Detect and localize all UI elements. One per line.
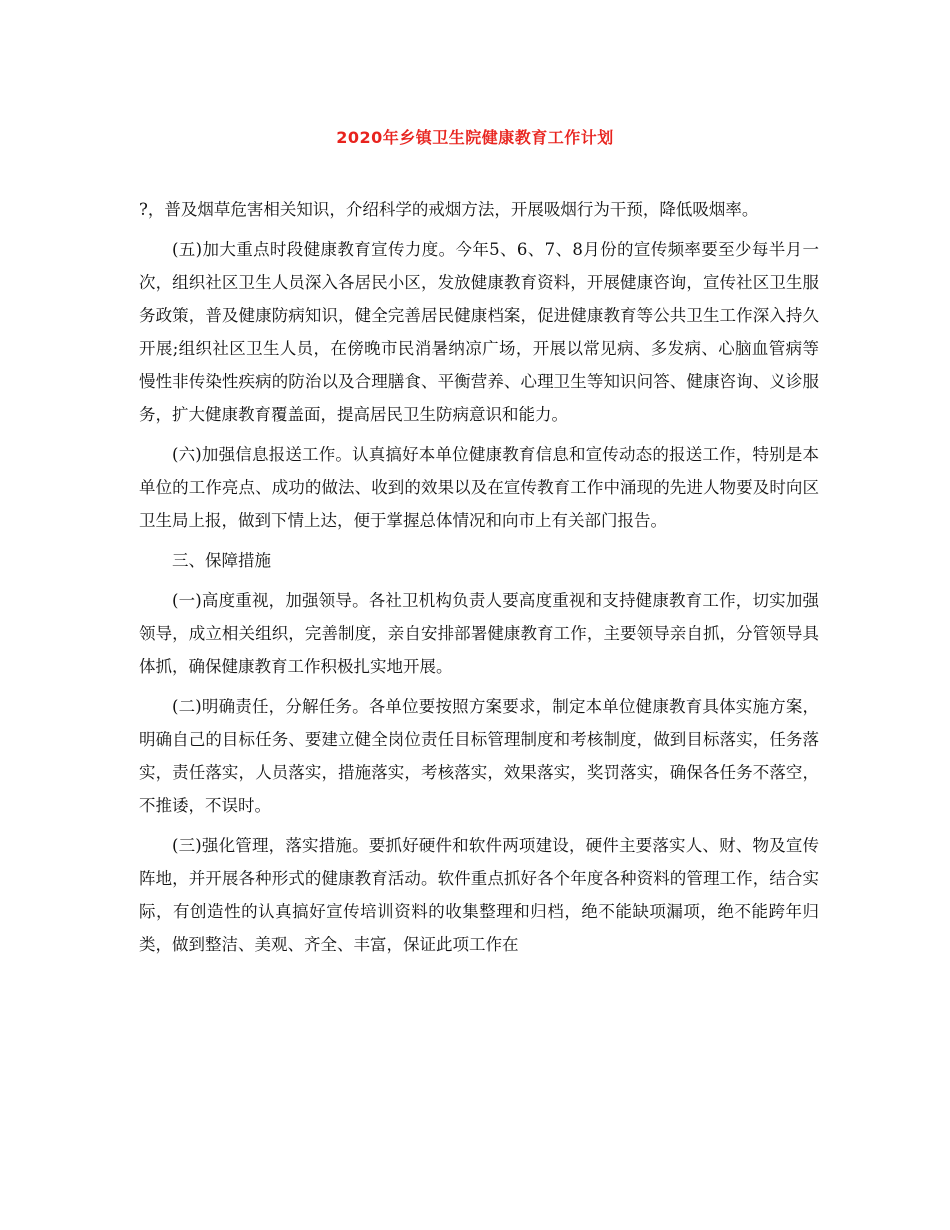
paragraph: ?，普及烟草危害相关知识，介绍科学的戒烟方法，开展吸烟行为干预，降低吸烟率。 xyxy=(139,200,759,219)
paragraph: (三)强化管理，落实措施。要抓好硬件和软件两项建设，硬件主要落实人、财、物及宣传阵地，并开展各种形式的健康教育活动。软件重点抓好各个年度各种资料的管理工作，结合实际，有创造性的认真搞好宣传培训资料的收集整理和归档，绝不能缺项漏项，绝不能跨年归类，做到整洁、美观、齐全、丰富，保证此项工作在 xyxy=(139,836,819,954)
document-title: 2020年乡镇卫生院健康教育工作计划 xyxy=(336,128,614,147)
paragraph: (二)明确责任，分解任务。各单位要按照方案要求，制定本单位健康教育具体实施方案，明确自己的目标任务、要建立健全岗位责任目标管理制度和考核制度，做到目标落实，任务落实，责任落实，人员落实，措施落实，考核落实，效果落实，奖罚落实，确保各任务不落空，不推诿，不误时。 xyxy=(139,697,819,815)
paragraph: (一)高度重视，加强领导。各社卫机构负责人要高度重视和支持健康教育工作，切实加强领导，成立相关组织，完善制度，亲自安排部署健康教育工作，主要领导亲自抓，分管领导具体抓，确保健康教育工作积极扎实地开展。 xyxy=(139,591,819,676)
document-body xyxy=(139,193,819,968)
section-heading: 三、保障措施 xyxy=(172,551,271,570)
paragraph: (六)加强信息报送工作。认真搞好本单位健康教育信息和宣传动态的报送工作，特别是本单位的工作亮点、成功的做法、收到的效果以及在宣传教育工作中涌现的先进人物要及时向区卫生局上报，做到下情上达，便于掌握总体情况和向市上有关部门报告。 xyxy=(139,445,819,530)
paragraph: (五)加大重点时段健康教育宣传力度。今年5、6、7、8月份的宣传频率要至少每半月一次，组织社区卫生人员深入各居民小区，发放健康教育资料，开展健康咨询，宣传社区卫生服务政策，普及健康防病知识，健全完善居民健康档案，促进健康教育等公共卫生工作深入持久开展;组织社区卫生人员，在傍晚市民消暑纳凉广场，开展以常见病、多发病、心脑血管病等慢性非传染性疾病的防治以及合理膳食、平衡营养、心理卫生等知识问答、健康咨询、义诊服务，扩大健康教育覆盖面，提高居民卫生防病意识和能力。 xyxy=(139,240,819,424)
